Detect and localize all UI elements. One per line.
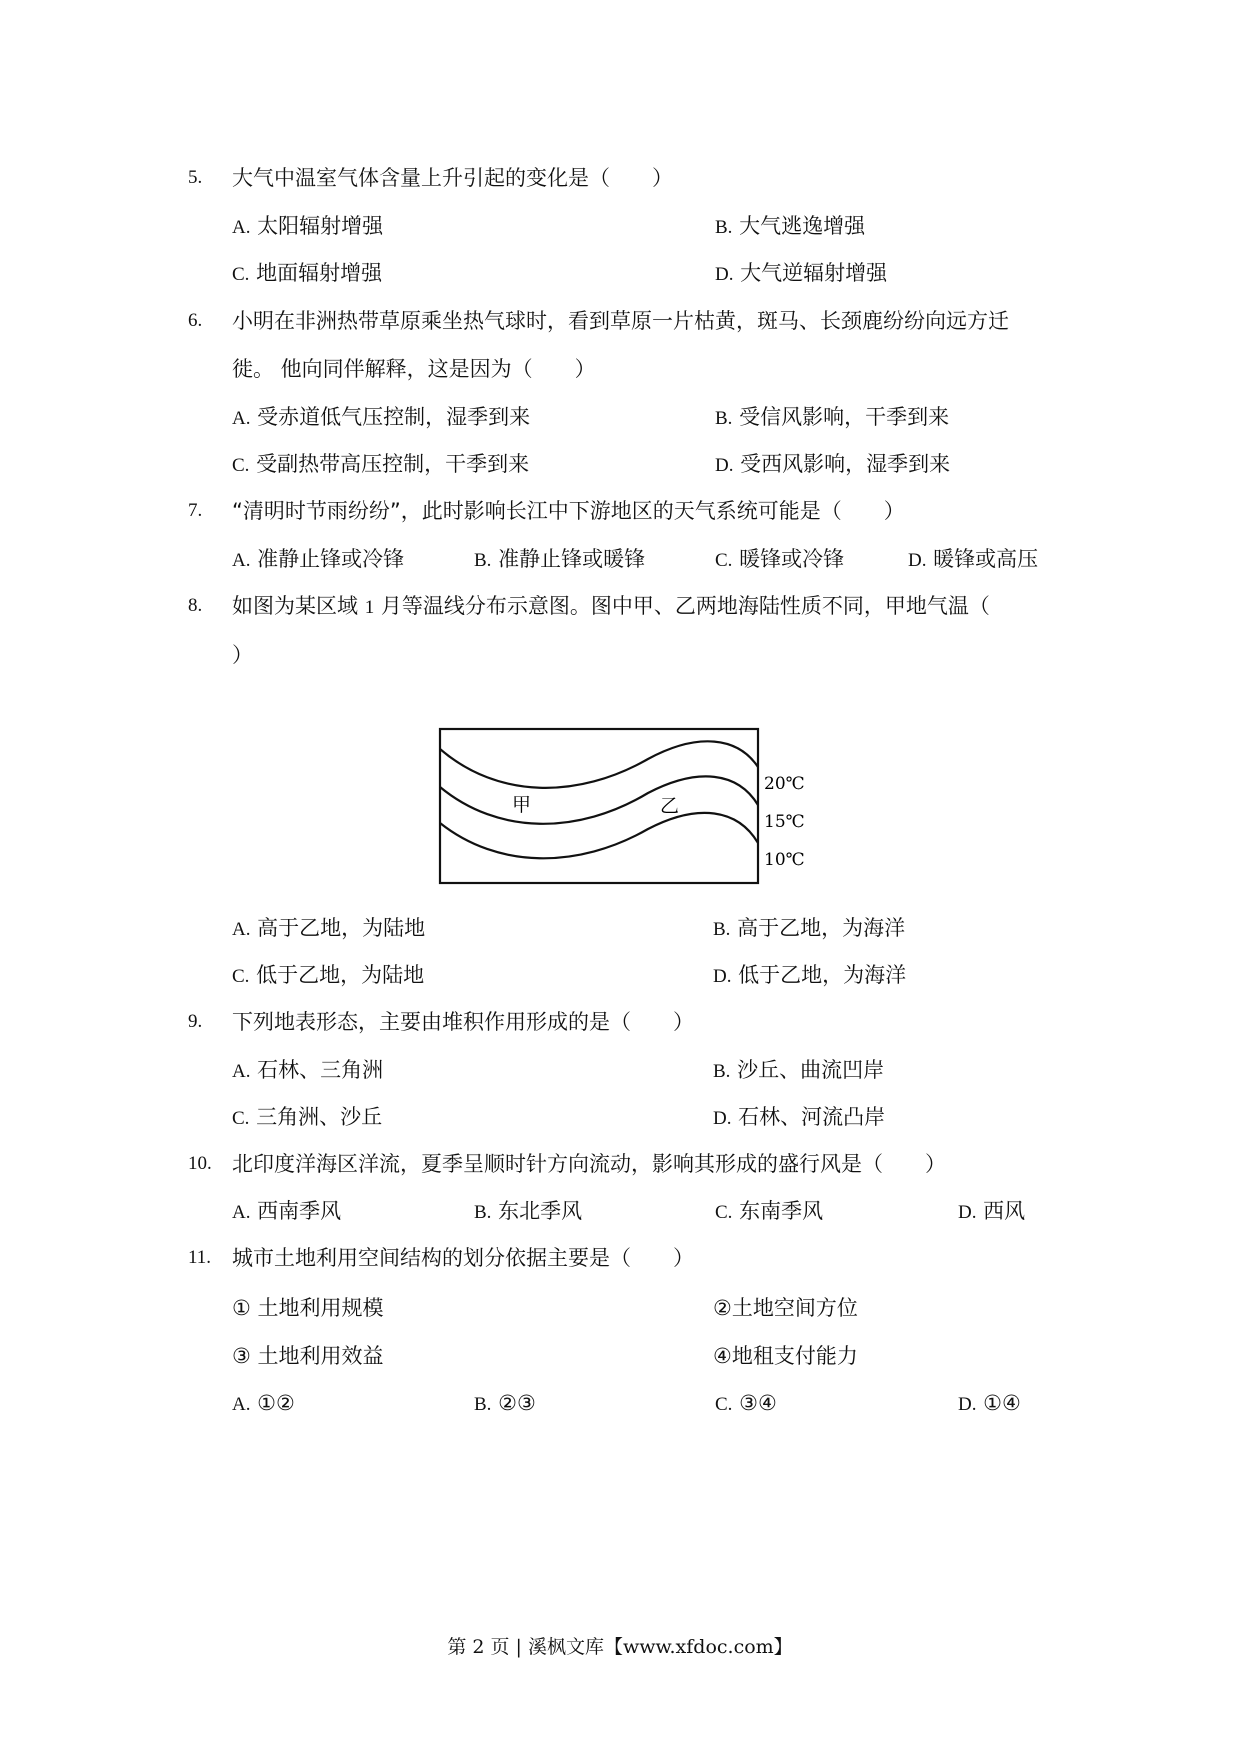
statement-1: ① 土地利用规模 bbox=[232, 1296, 384, 1320]
option-b: B. 东北季风 bbox=[474, 1199, 583, 1223]
question-stem-continued: ） bbox=[232, 643, 253, 667]
question-number: 6. bbox=[188, 310, 203, 331]
isotherm-line-15 bbox=[440, 776, 758, 823]
page-footer: 第 2 页 | 溪枫文库【www.xfdoc.com】 bbox=[447, 1636, 793, 1658]
option-c: C. 三角洲、沙丘 bbox=[232, 1105, 383, 1129]
isotherm-label-20: 20℃ bbox=[764, 774, 805, 794]
option-a: A. 高于乙地，为陆地 bbox=[232, 916, 426, 940]
option-b: B. 大气逃逸增强 bbox=[715, 214, 866, 238]
question-number: 7. bbox=[188, 500, 203, 521]
option-d: D. 石林、河流凸岸 bbox=[713, 1105, 886, 1129]
option-c: C. 受副热带高压控制，干季到来 bbox=[232, 452, 530, 476]
option-a: A. ①② bbox=[232, 1391, 295, 1415]
statement-3: ③ 土地利用效益 bbox=[232, 1344, 384, 1368]
option-d: D. 受西风影响，湿季到来 bbox=[715, 452, 951, 476]
label-yi: 乙 bbox=[660, 795, 680, 817]
option-b: B. 沙丘、曲流凹岸 bbox=[713, 1058, 885, 1082]
option-c: C. 低于乙地，为陆地 bbox=[232, 963, 425, 987]
isotherm-label-15: 15℃ bbox=[764, 812, 805, 832]
option-a: A. 西南季风 bbox=[232, 1199, 342, 1223]
figure-frame bbox=[440, 729, 758, 883]
option-c: C. ③④ bbox=[715, 1391, 777, 1415]
question-stem-continued: 徙。 他向同伴解释，这是因为（ ） bbox=[232, 357, 596, 381]
option-d: D. 西风 bbox=[958, 1199, 1026, 1223]
question-stem: 北印度洋海区洋流，夏季呈顺时针方向流动，影响其形成的盛行风是（ ） bbox=[232, 1152, 946, 1176]
option-b: B. 高于乙地，为海洋 bbox=[713, 916, 906, 940]
option-a: A. 准静止锋或冷锋 bbox=[232, 547, 405, 571]
question-number: 9. bbox=[188, 1011, 203, 1032]
option-a: A. 石林、三角洲 bbox=[232, 1058, 384, 1082]
option-b: B. ②③ bbox=[474, 1391, 536, 1415]
option-a: A. 太阳辐射增强 bbox=[232, 214, 384, 238]
statement-2: ②土地空间方位 bbox=[713, 1296, 858, 1320]
statement-4: ④地租支付能力 bbox=[713, 1344, 858, 1368]
option-c: C. 地面辐射增强 bbox=[232, 261, 383, 285]
option-a: A. 受赤道低气压控制，湿季到来 bbox=[232, 405, 531, 429]
question-number: 10. bbox=[188, 1153, 212, 1174]
question-stem: 小明在非洲热带草原乘坐热气球时，看到草原一片枯黄，斑马、长颈鹿纷纷向远方迁 bbox=[232, 309, 1009, 333]
question-stem: “清明时节雨纷纷”，此时影响长江中下游地区的天气系统可能是（ ） bbox=[232, 499, 905, 523]
option-d: D. 大气逆辐射增强 bbox=[715, 261, 888, 285]
isotherm-line-10 bbox=[440, 813, 758, 858]
isotherm-label-10: 10℃ bbox=[764, 850, 805, 870]
option-b: B. 受信风影响，干季到来 bbox=[715, 405, 950, 429]
option-d: D. 暖锋或高压 bbox=[908, 547, 1039, 571]
question-stem: 下列地表形态，主要由堆积作用形成的是（ ） bbox=[232, 1010, 694, 1034]
option-c: C. 暖锋或冷锋 bbox=[715, 547, 845, 571]
question-number: 5. bbox=[188, 167, 203, 188]
label-jia: 甲 bbox=[512, 794, 532, 816]
question-number: 11. bbox=[188, 1247, 212, 1268]
option-b: B. 准静止锋或暖锋 bbox=[474, 547, 646, 571]
option-d: D. ①④ bbox=[958, 1391, 1021, 1415]
isotherm-line-20 bbox=[440, 741, 758, 788]
question-number: 8. bbox=[188, 595, 203, 616]
isotherm-figure bbox=[438, 727, 828, 885]
option-c: C. 东南季风 bbox=[715, 1199, 824, 1223]
question-stem: 如图为某区域 1 月等温线分布示意图。图中甲、乙两地海陆性质不同，甲地气温（ bbox=[232, 594, 990, 618]
option-d: D. 低于乙地，为海洋 bbox=[713, 963, 907, 987]
question-stem: 大气中温室气体含量上升引起的变化是（ ） bbox=[232, 166, 673, 190]
question-stem: 城市土地利用空间结构的划分依据主要是（ ） bbox=[232, 1246, 694, 1270]
